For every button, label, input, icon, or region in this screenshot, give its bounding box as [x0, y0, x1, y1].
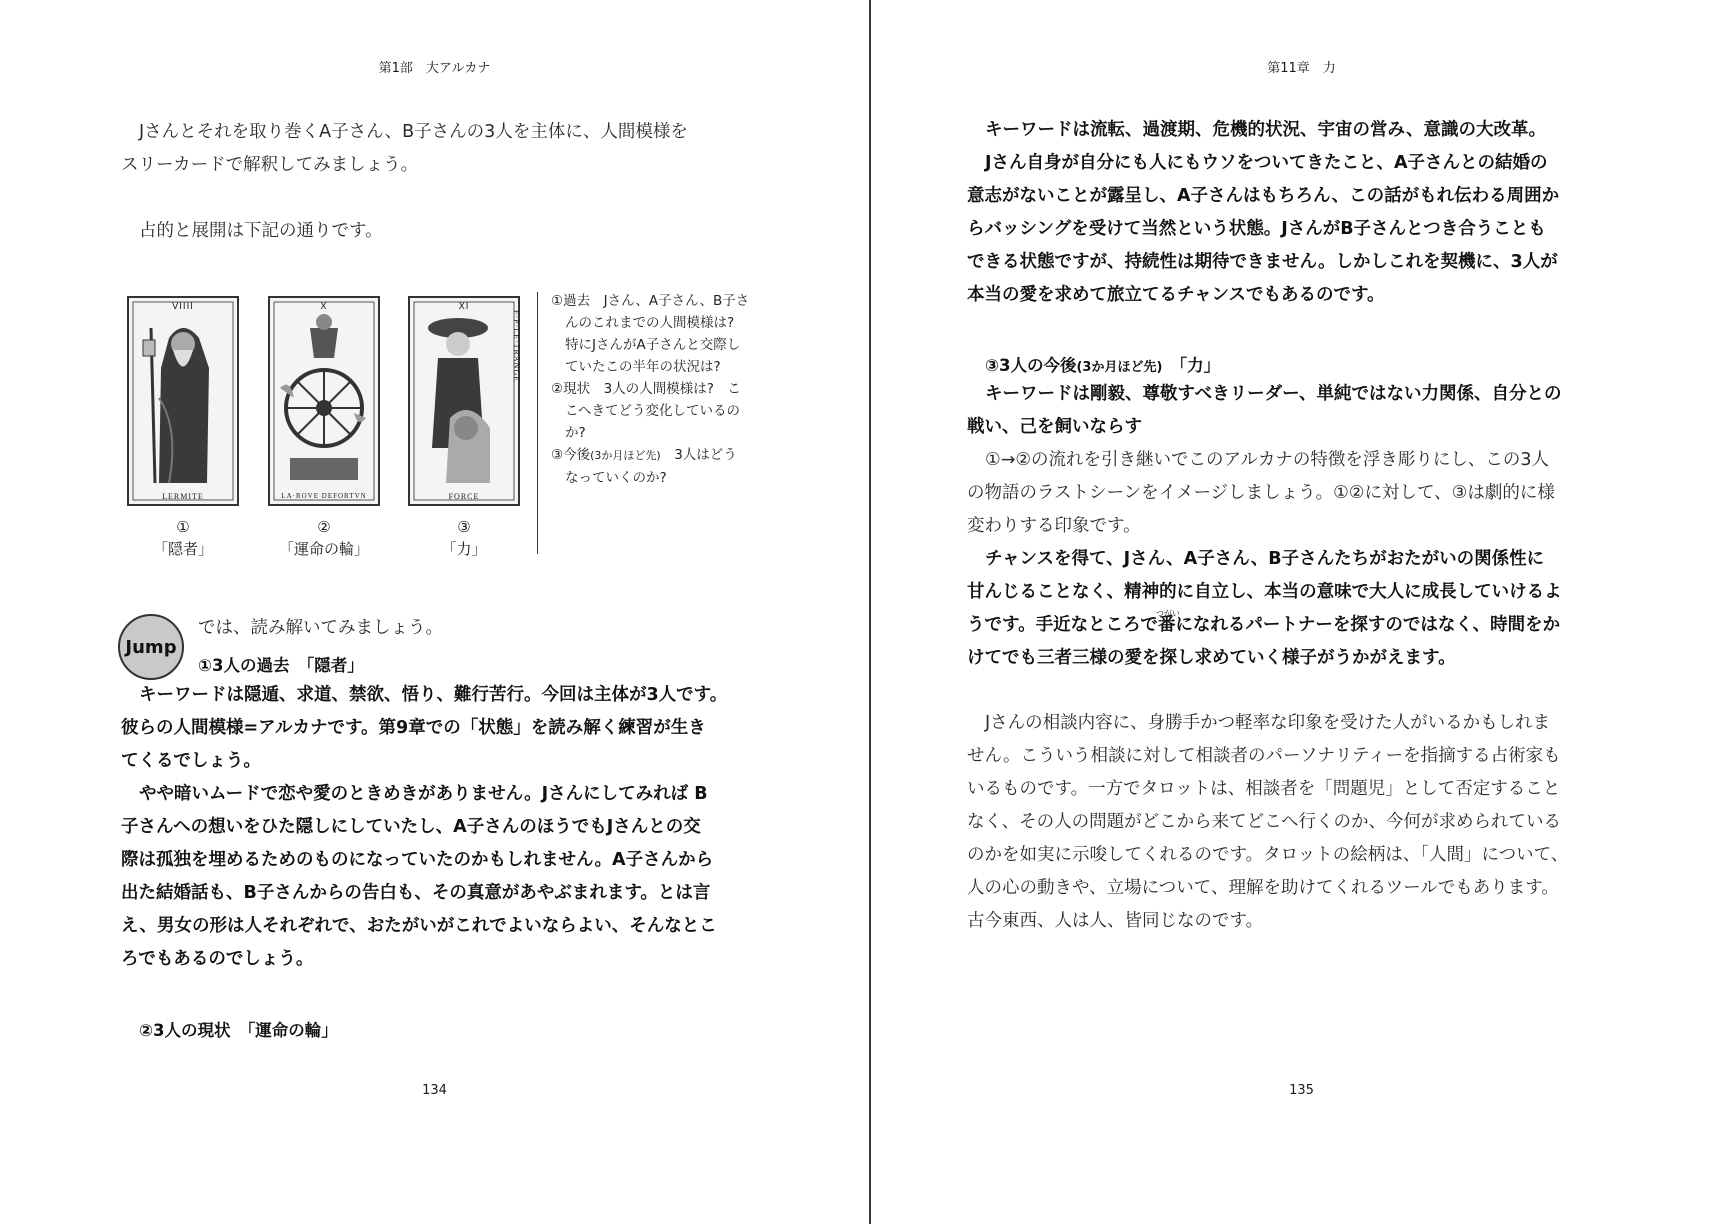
- body-line: せん。こういう相談に対して相談者のパーソナリティーを指摘する占術家も: [967, 746, 1561, 766]
- tarot-card-strength: [408, 296, 520, 506]
- body-line: いるものです。一方でタロットは、相談者を「問題児」として否定すること: [967, 779, 1561, 799]
- body-line: キーワードは隠遁、求道、禁欲、悟り、難行苦行。今回は主体が3人です。: [139, 685, 728, 705]
- card-name: 「運命の輪」: [278, 540, 369, 558]
- body-line: けてでも三者三様の愛を探し求めていく様子がうかがえます。: [967, 648, 1456, 668]
- card-marker: ③: [457, 518, 471, 536]
- section-future-body: [967, 543, 1667, 675]
- card-side-caption: F·P·LE·TRANGE: [512, 310, 521, 383]
- body-line: 子さんへの想いをひた隠しにしていたし、A子さんのほうでもJさんとの交: [121, 817, 701, 837]
- section-heading-future: [985, 352, 1585, 376]
- ruby-word: [1155, 609, 1180, 642]
- body-line: 際は孤独を埋めるためのものになっていたのかもしれません。A子さんから: [121, 850, 714, 870]
- body-line: ろでもあるのでしょう。: [121, 949, 314, 969]
- body-line: キーワードは剛毅、尊敬すべきリーダー、単純ではない力関係、自分との: [985, 384, 1562, 404]
- ruby-text: つがい: [1155, 609, 1180, 618]
- hermit-illustration: [129, 298, 237, 504]
- body-line: できる状態ですが、持続性は期待できません。しかしこれを契機に、3人が: [967, 252, 1558, 272]
- spread-positions: [551, 290, 783, 489]
- position-line: ②現状 3人の人間模様は? こ: [551, 381, 741, 397]
- card-caption: LA·ROVE DEFORTVN: [281, 492, 367, 500]
- wheel-illustration: [270, 298, 378, 504]
- position-line: ていたこの半年の状況は?: [565, 359, 721, 375]
- body-line: のかを如実に示唆してくれるのです。タロットの絵柄は、「人間」について、: [967, 845, 1569, 865]
- body-line: 甘んじることなく、精神的に自立し、本当の意味で大人に成長していけるよ: [967, 582, 1562, 602]
- heading-card: 「力」: [1178, 356, 1221, 375]
- position-question: 3人はどう: [674, 447, 737, 463]
- card-caption: LERMITE: [162, 492, 204, 501]
- running-header-left: 第1部 大アルカナ: [378, 61, 491, 76]
- body-line: [967, 609, 1667, 642]
- heading-note: (3か月ほど先): [1076, 360, 1163, 375]
- text-run: になれるパートナーを探すのではなく、時間をか: [1175, 615, 1561, 635]
- position-line: ①過去 Jさん、A子さん、B子さ: [551, 293, 750, 309]
- card-numeral: VIIII: [172, 302, 194, 312]
- card-marker: ②: [317, 518, 331, 536]
- card-name: 「力」: [441, 540, 487, 558]
- body-line: らバッシングを受けて当然という状態。JさんがB子さんとつき合うことも: [967, 219, 1546, 239]
- section-heading-past: ①3人の過去 「隠者」: [198, 656, 364, 675]
- body-line: の物語のラストシーンをイメージしましょう。①②に対して、③は劇的に様: [967, 483, 1555, 503]
- body-line: 出た結婚話も、B子さんからの告白も、その真意があやぶまれます。とは言: [121, 883, 711, 903]
- closing-paragraph: [967, 707, 1667, 938]
- body-line: え、男女の形は人それぞれで、おたがいがこれでよいならよい、そんなとこ: [121, 916, 717, 936]
- card-numeral: X: [320, 302, 328, 312]
- intro-line: スリーカードで解釈してみましょう。: [121, 155, 419, 175]
- body-line: 戦い、己を飼いならす: [967, 417, 1142, 437]
- body-line: キーワードは流転、過渡期、危機的状況、宇宙の営み、意識の大改革。: [985, 120, 1547, 140]
- heading-label: ③3人の今後: [985, 356, 1077, 375]
- position-line: [551, 444, 783, 467]
- jump-text: では、読み解いてみましょう。: [198, 618, 443, 638]
- intro-paragraph: [121, 116, 821, 182]
- section-heading-present: ②3人の現状 「運命の輪」: [139, 1021, 338, 1040]
- page-number-right: 135: [1289, 1083, 1314, 1098]
- card-name: 「隠者」: [152, 540, 213, 558]
- strength-illustration: [410, 298, 518, 504]
- body-line: 本当の愛を求めて旅立てるチャンスでもあるのです。: [967, 285, 1385, 305]
- body-line: 人の心の動きや、立場について、理解を助けてくれるツールでもあります。: [967, 878, 1559, 898]
- position-line: んのこれまでの人間模様は?: [565, 315, 735, 331]
- body-line: 古今東西、人は人、皆同じなのです。: [967, 911, 1264, 931]
- section-present-body: [967, 114, 1667, 312]
- right-page: [870, 0, 1733, 1224]
- card-marker: ①: [176, 518, 190, 536]
- section-future-keywords: [967, 378, 1667, 444]
- tarot-card-hermit: [127, 296, 239, 506]
- position-label: ③今後: [551, 447, 591, 463]
- body-line: ①→②の流れを引き継いでこのアルカナの特徴を浮き彫りにし、この3人: [985, 450, 1549, 470]
- position-line: こへきてどう変化しているの: [565, 403, 740, 419]
- divider-line: [537, 292, 538, 554]
- page-number-left: 134: [422, 1083, 447, 1098]
- card-caption: FORCE: [448, 492, 480, 501]
- jump-badge: Jump: [118, 614, 184, 680]
- body-line: 変わりする印象です。: [967, 516, 1141, 536]
- running-header-right: 第11章 力: [1267, 61, 1336, 76]
- body-line: Jさん自身が自分にも人にもウソをついてきたこと、A子さんとの結婚の: [985, 153, 1548, 173]
- spread-intro: 占的と展開は下記の通りです。: [139, 221, 383, 241]
- position-line: か?: [565, 425, 586, 441]
- body-line: てくるでしょう。: [121, 751, 261, 771]
- body-line: Jさんの相談内容に、身勝手かつ軽率な印象を受けた人がいるかもしれま: [985, 713, 1551, 733]
- position-line: 特にJさんがA子さんと交際し: [565, 337, 741, 353]
- body-line: 意志がないことが露呈し、A子さんはもちろん、この話がもれ伝わる周囲か: [967, 186, 1560, 206]
- body-line: チャンスを得て、Jさん、A子さん、B子さんたちがおたがいの関係性に: [985, 549, 1545, 569]
- section-future-flow: [967, 444, 1667, 543]
- text-run: うです。手近なところで: [967, 615, 1158, 635]
- intro-line: Jさんとそれを取り巻くA子さん、B子さんの3人を主体に、人間模様を: [139, 122, 688, 142]
- body-line: なく、その人の問題がどこから来てどこへ行くのか、今何が求められている: [967, 812, 1561, 832]
- card-numeral: XI: [458, 302, 470, 312]
- position-note: (3か月ほど先): [590, 449, 661, 462]
- section-past-body: [121, 679, 821, 976]
- ruby-base: 番: [1157, 615, 1176, 635]
- position-line: なっていくのか?: [565, 470, 667, 486]
- body-line: 彼らの人間模様=アルカナです。第9章での「状態」を読み解く練習が生き: [121, 718, 706, 738]
- body-line: やや暗いムードで恋や愛のときめきがありません。Jさんにしてみれば B: [139, 784, 708, 804]
- tarot-card-wheel: [268, 296, 380, 506]
